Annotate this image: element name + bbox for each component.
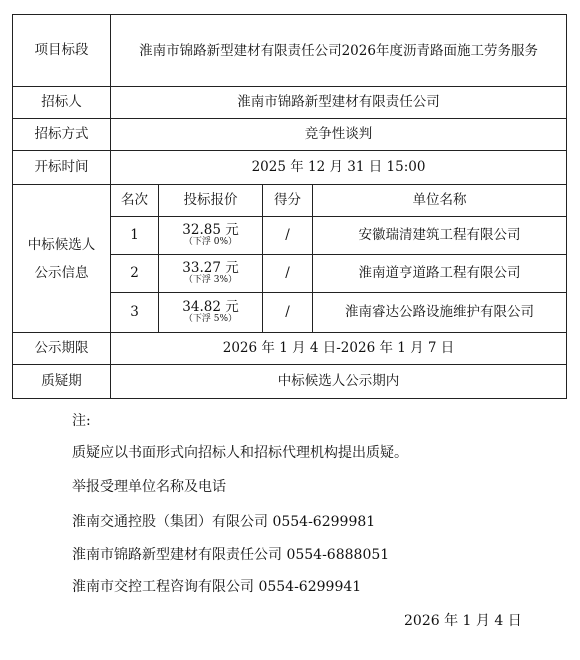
method-row: [13, 119, 567, 151]
notes-line: 举报受理单位名称及电话: [72, 479, 226, 495]
project-row: [13, 15, 567, 87]
unit-cell: 淮南睿达公路设施维护有限公司: [313, 293, 567, 333]
query-label: 质疑期: [13, 365, 111, 399]
price-value: 33.27 元: [182, 259, 239, 276]
query-value: 中标候选人公示期内: [111, 365, 567, 399]
price-value: 34.82 元: [182, 298, 239, 315]
query-row: [13, 365, 567, 399]
period-value: 2026 年 1 月 4 日-2026 年 1 月 7 日: [111, 333, 567, 365]
rank-cell: 3: [111, 293, 159, 333]
float-rate: （下浮 3%）: [183, 275, 238, 286]
float-rate: （下浮 0%）: [183, 237, 238, 248]
tenderer-label: 招标人: [13, 87, 111, 119]
float-rate: （下浮 5%）: [183, 314, 238, 325]
unit-cell: 淮南道亨道路工程有限公司: [313, 255, 567, 293]
tenderer-value: 淮南市锦路新型建材有限责任公司: [111, 87, 567, 119]
score-header: 得分: [263, 185, 313, 217]
score-cell: /: [263, 255, 313, 293]
score-cell: /: [263, 217, 313, 255]
rank-cell: 1: [111, 217, 159, 255]
price-value: 32.85 元: [182, 221, 239, 238]
method-value: 竞争性谈判: [111, 119, 567, 151]
notes-title: 注:: [72, 413, 91, 429]
open-time-row: [13, 151, 567, 185]
period-label: 公示期限: [13, 333, 111, 365]
document-date: 2026 年 1 月 4 日: [404, 613, 522, 629]
notes-line: 淮南市交控工程咨询有限公司 0554-6299941: [72, 579, 362, 595]
tenderer-row: [13, 87, 567, 119]
open-time-label: 开标时间: [13, 151, 111, 185]
candidates-label: 中标候选人公示信息: [13, 185, 111, 333]
notes-line: 淮南交通控股（集团）有限公司 0554-6299981: [72, 514, 376, 530]
rank-header: 名次: [111, 185, 159, 217]
notes-line: 质疑应以书面形式向招标人和招标代理机构提出质疑。: [72, 445, 408, 461]
unit-cell: 安徽瑞清建筑工程有限公司: [313, 217, 567, 255]
open-time-value: 2025 年 12 月 31 日 15:00: [111, 151, 567, 185]
method-label: 招标方式: [13, 119, 111, 151]
project-label: 项目标段: [13, 15, 111, 87]
candidate-header-row: [13, 185, 567, 217]
price-header: 投标报价: [159, 185, 263, 217]
score-cell: /: [263, 293, 313, 333]
rank-cell: 2: [111, 255, 159, 293]
price-cell: [159, 255, 263, 293]
bid-result-table: [12, 14, 567, 399]
price-cell: [159, 217, 263, 255]
notes-line: 淮南市锦路新型建材有限责任公司 0554-6888051: [72, 547, 390, 563]
unit-header: 单位名称: [313, 185, 567, 217]
price-cell: [159, 293, 263, 333]
project-value: 淮南市锦路新型建材有限责任公司2026年度沥青路面施工劳务服务: [111, 15, 567, 87]
period-row: [13, 333, 567, 365]
